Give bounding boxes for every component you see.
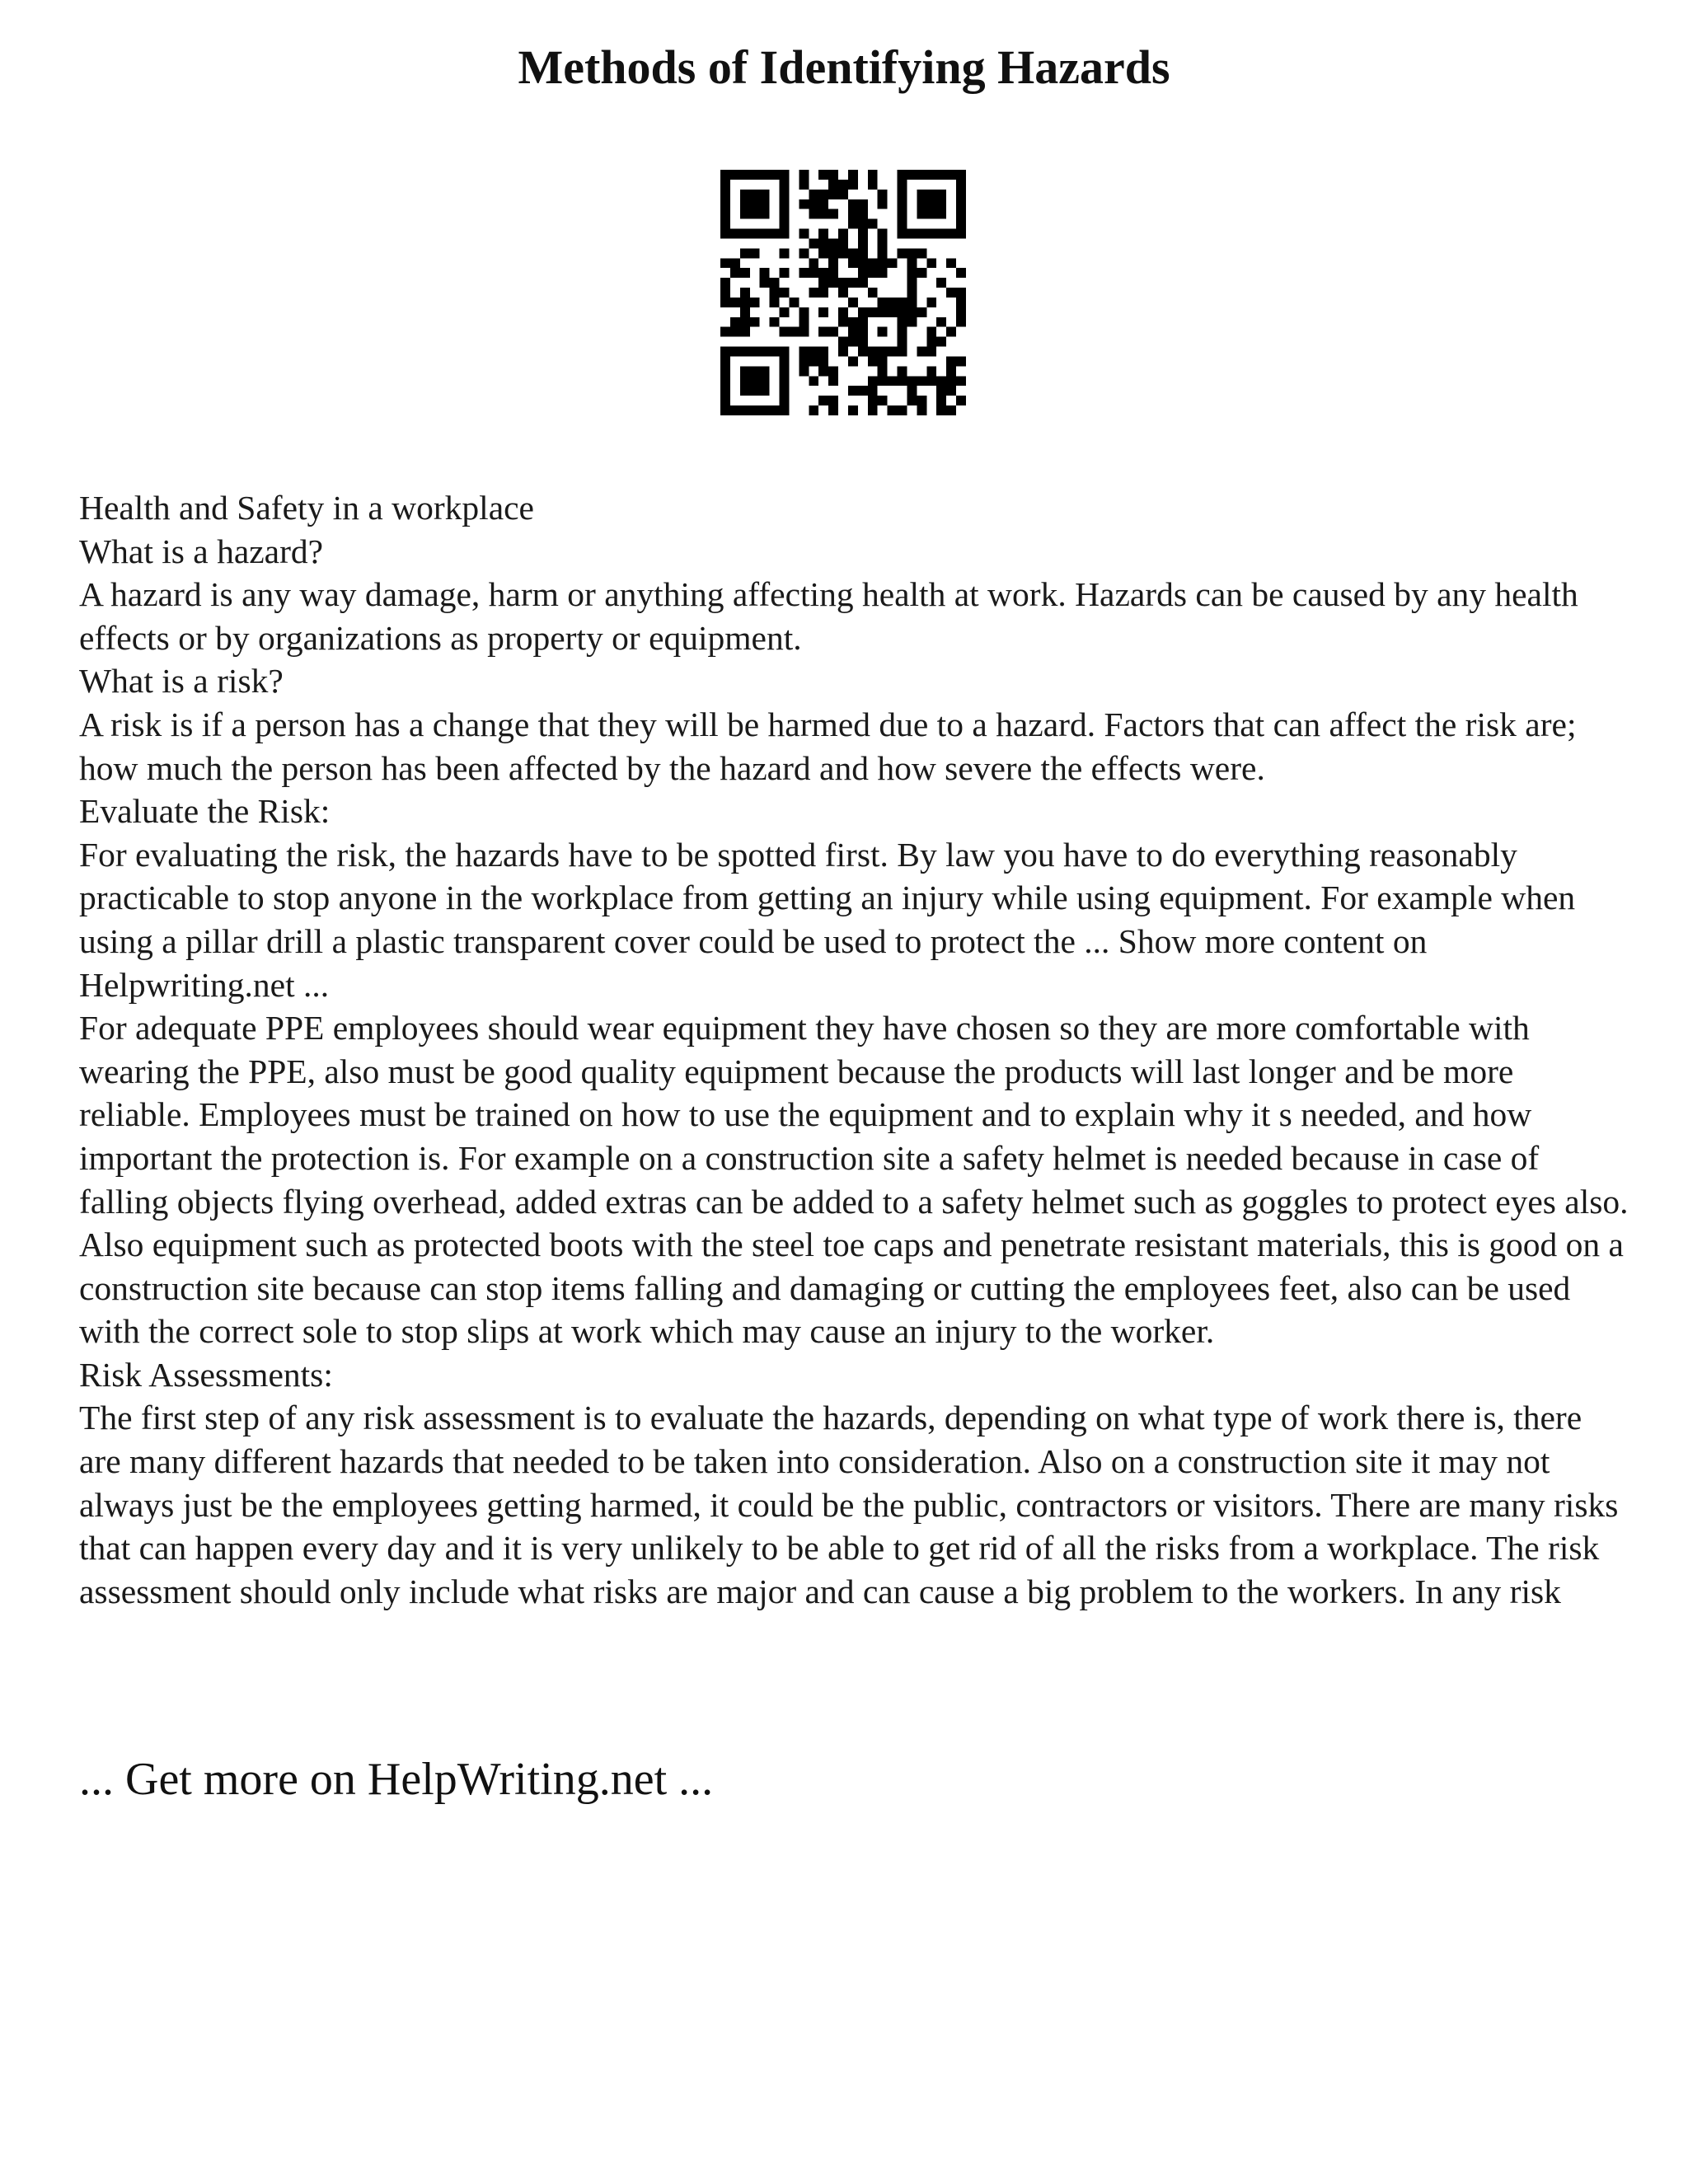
get-more-link[interactable]: ... Get more on HelpWriting.net ... [79, 1754, 714, 1805]
paragraph-heading-what-is-hazard: What is a hazard? [79, 532, 324, 570]
paragraph-ppe: For adequate PPE employees should wear equipment they have chosen so they are more comfortable with wearing the PPE, also must be good quality equipment because the products will last longer and be more reliable. Employees must be trained on how to use the equipment and to explain why it s needed, and how important the protection is. For example on a construction site a safety helmet is needed because in case of falling objects flying overhead, added extras can be added to a safety helmet such as goggles to protect eyes also. Also equipment such as protected boots with the steel toe caps and penetrate resistant materials, this is good on a construction site because can stop items falling and damaging or cutting the employees feet, also can be used with the correct sole to stop slips at work which may cause an injury to the worker. [79, 1009, 1629, 1351]
paragraph-heading-what-is-risk: What is a risk? [79, 662, 284, 701]
paragraph-heading-evaluate-risk: Evaluate the Risk: [79, 792, 331, 831]
paragraph-heading-health-safety: Health and Safety in a workplace [79, 489, 534, 527]
paragraph-evaluate-risk: For evaluating the risk, the hazards have to be spotted first. By law you have to do everything reasonably practicable to stop anyone in the workplace from getting an injury while using equipment. For example when using a pillar drill a plastic transparent cover could be used to protect the ... Show more content on Helpwriting.net ... [79, 835, 1576, 1004]
paragraph-hazard-definition: A hazard is any way damage, harm or anything affecting health at work. Hazards can be caused by any health effects or by organizations as property or equipment. [79, 575, 1578, 657]
paragraph-heading-risk-assessments: Risk Assessments: [79, 1355, 333, 1394]
paragraph-risk-assessments: The first step of any risk assessment is to evaluate the hazards, depending on what type of work there is, there are many different hazards that needed to be taken into consideration. Also on a construction site it may not always just be the employees getting harmed, it could be the public, contractors or visitors. There are many risks that can happen every day and it is very unlikely to be able to get rid of all the risks from a workplace. The risk assessment should only include what risks are major and can cause a big problem to the workers. In any risk [79, 1399, 1619, 1610]
page-title: Methods of Identifying Hazards [518, 40, 1170, 94]
paragraph-risk-definition: A risk is if a person has a change that they will be harmed due to a hazard. Factors that can affect the risk are; how much the person has been affected by the hazard and how severe the effects were. [79, 705, 1577, 787]
article-body [79, 486, 1629, 1613]
qr-code-icon [720, 170, 966, 415]
